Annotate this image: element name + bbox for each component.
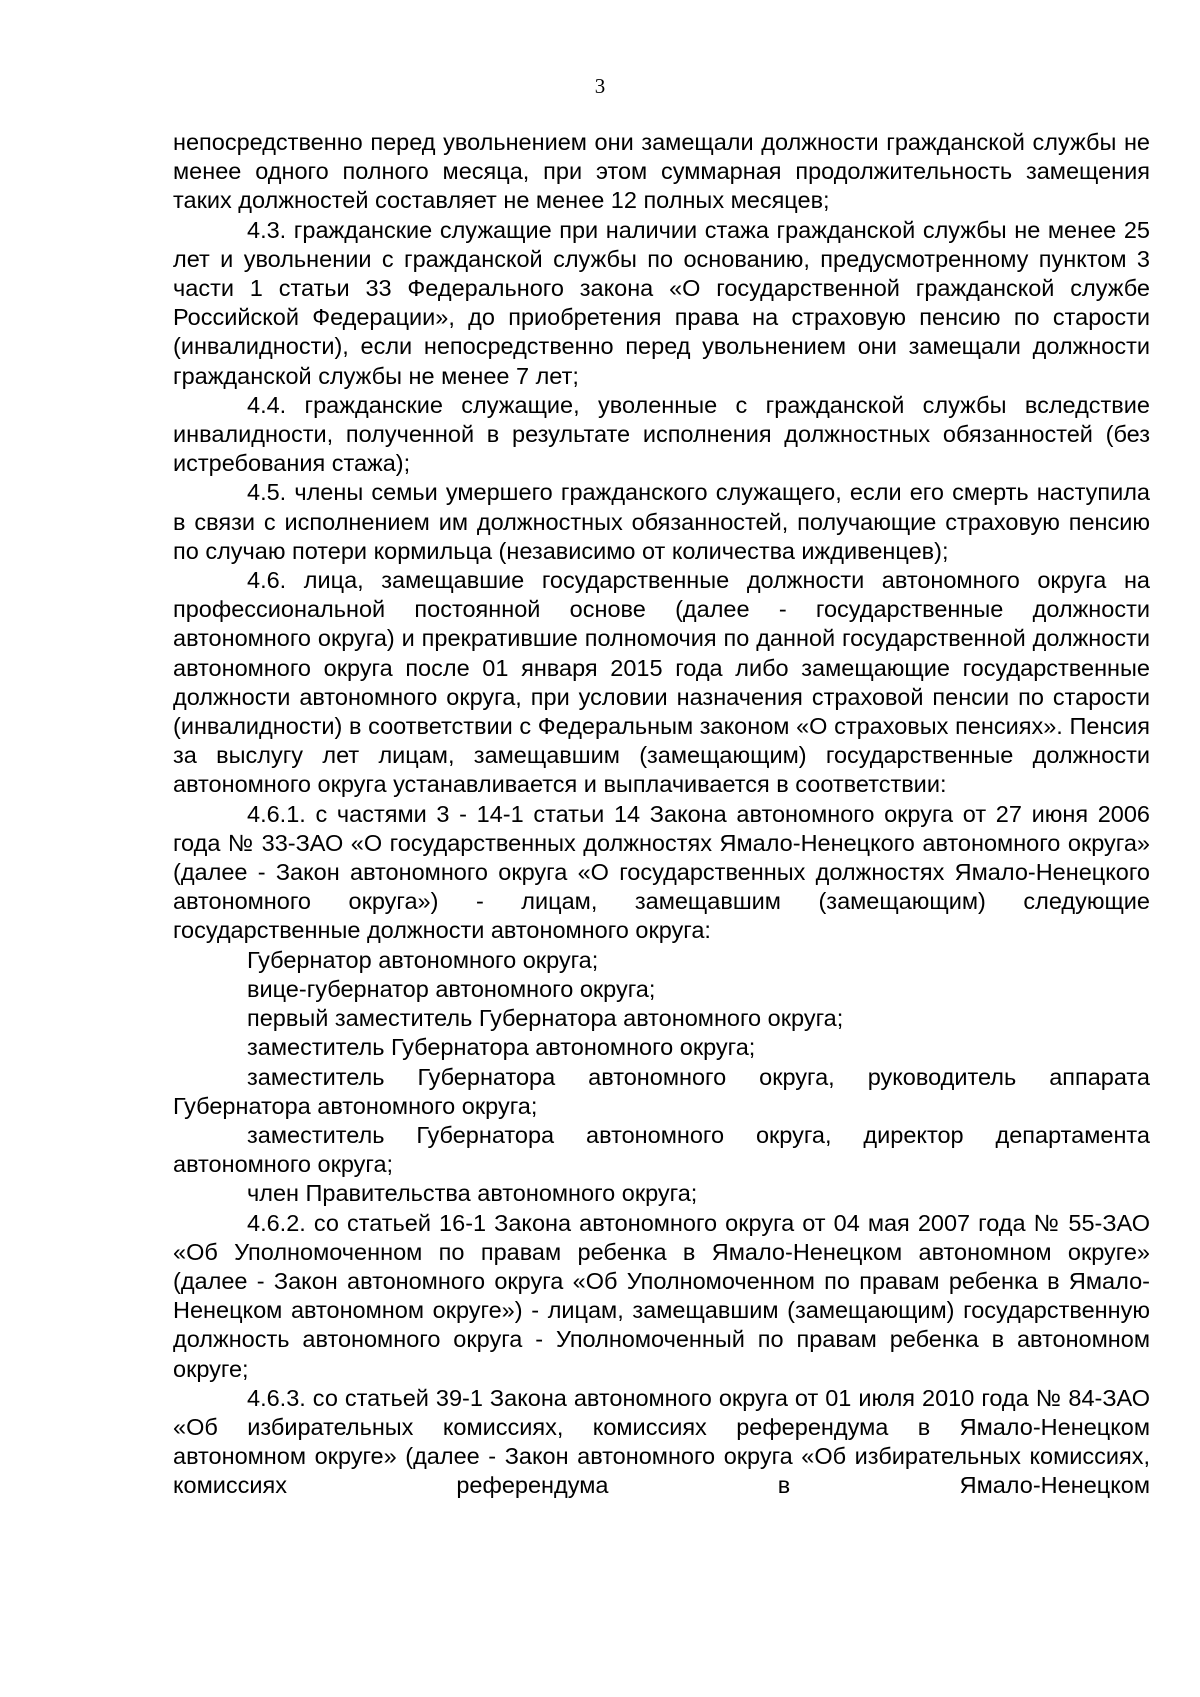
- paragraph-4-3: 4.3. гражданские служащие при наличии стажа гражданской службы не менее 25 лет и увольнении с гражданской службы по основанию, предусмотренному пунктом 3 части 1 статьи 33 Федерального закона «О государственной гражданской службе Российской Федерации», до приобретения права на страховую пенсию по старости (инвалидности), если непосредственно перед увольнением они замещали должности гражданской службы не менее 7 лет;: [173, 216, 1150, 389]
- paragraph-4-6-3: 4.6.3. со статьей 39-1 Закона автономного округа от 01 июля 2010 года № 84-ЗАО «Об избирательных комиссиях, комиссиях референдума в Ямало-Ненецком автономном округе» (далее - Закон автономного округа «Об избирательных комиссиях, комиссиях референдума в Ямало-Ненецком: [173, 1384, 1150, 1499]
- paragraph-4-4: 4.4. гражданские служащие, уволенные с гражданской службы вследствие инвалидности, полученной в результате исполнения должностных обязанностей (без истребования стажа);: [173, 391, 1150, 477]
- list-item-vice-governor: вице-губернатор автономного округа;: [247, 975, 656, 1002]
- list-item-governor: Губернатор автономного округа;: [247, 946, 599, 973]
- list-item-deputy-head-of-staff: заместитель Губернатора автономного округа, руководитель аппарата Губернатора автономного округа;: [173, 1063, 1150, 1119]
- list-item-deputy: заместитель Губернатора автономного округа;: [247, 1034, 756, 1061]
- page-number: 3: [594, 74, 606, 98]
- list-item-government-member: член Правительства автономного округа;: [247, 1180, 698, 1207]
- paragraph-4-6-2: 4.6.2. со статьей 16-1 Закона автономного округа от 04 мая 2007 года № 55-ЗАО «Об Уполномоченном по правам ребенка в Ямало-Ненецком автономном округе» (далее - Закон автономного округа «Об Уполномоченном по правам ребенка в Ямало-Ненецком автономном округе») - лицам, замещавшим (замещающим) государственную должность автономного округа - Уполномоченный по правам ребенка в автономном округе;: [173, 1209, 1150, 1382]
- paragraph-continuation: непосредственно перед увольнением они замещали должности гражданской службы не менее одного полного месяца, при этом суммарная продолжительность замещения таких должностей составляет не менее 12 полных месяцев;: [173, 129, 1150, 214]
- paragraph-4-5: 4.5. члены семьи умершего гражданского служащего, если его смерть наступила в связи с исполнением им должностных обязанностей, получающие страховую пенсию по случаю потери кормильца (независимо от количества иждивенцев);: [173, 479, 1150, 564]
- document-body: [173, 128, 1150, 1501]
- paragraph-4-6: 4.6. лица, замещавшие государственные должности автономного округа на профессиональной постоянной основе (далее - государственные должности автономного округа) и прекратившие полномочия по данной государственной должности автономного округа после 01 января 2015 года либо замещающие государственные должности автономного округа, при условии назначения страховой пенсии по старости (инвалидности) в соответствии с Федеральным законом «О страховых пенсиях». Пенсия за выслугу лет лицам, замещавшим (замещающим) государственные должности автономного округа устанавливается и выплачивается в соответствии:: [173, 567, 1150, 798]
- list-item-first-deputy: первый заместитель Губернатора автономного округа;: [247, 1005, 844, 1032]
- list-item-deputy-director: заместитель Губернатора автономного округа, директор департамента автономного округа;: [173, 1121, 1150, 1178]
- paragraph-4-6-1: 4.6.1. с частями 3 - 14-1 статьи 14 Закона автономного округа от 27 июня 2006 года № 33-ЗАО «О государственных должностях Ямало-Ненецкого автономного округа» (далее - Закон автономного округа «О государственных должностях Ямало-Ненецкого автономного округа») - лицам, замещавшим (замещающим) следующие государственные должности автономного округа:: [173, 800, 1150, 944]
